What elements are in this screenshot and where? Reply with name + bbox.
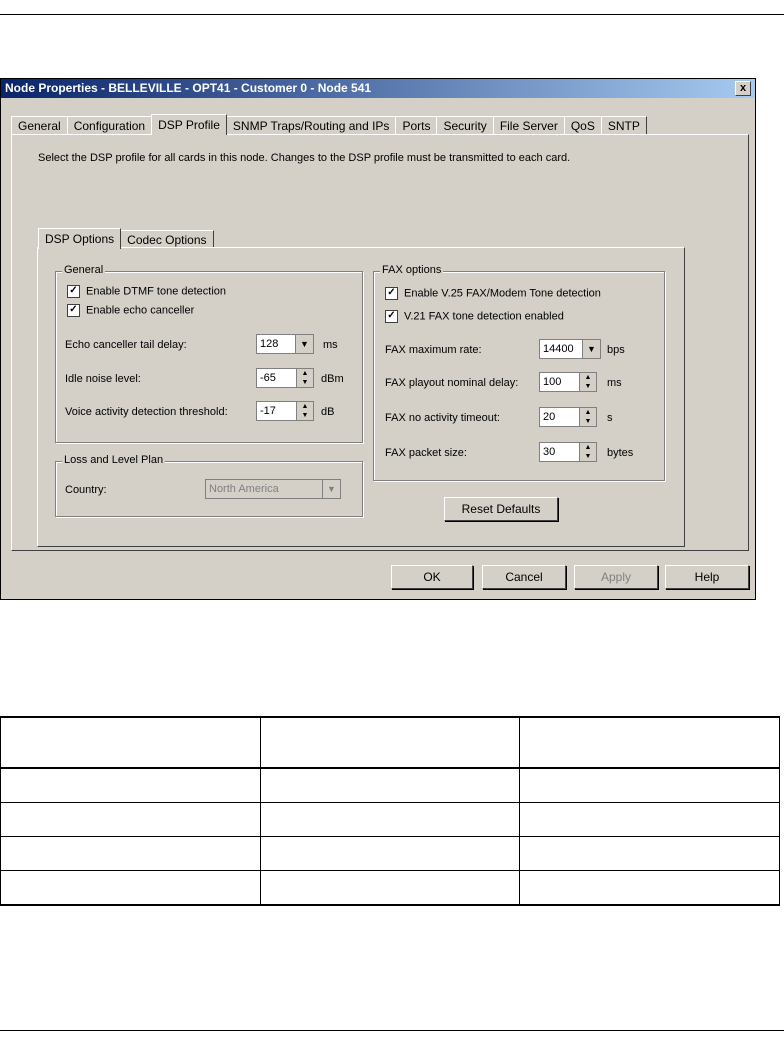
country-label: Country: [65, 484, 107, 496]
ok-button[interactable]: OK [391, 565, 473, 589]
vad-value: -17 [260, 405, 276, 417]
reset-defaults-button[interactable]: Reset Defaults [444, 497, 558, 521]
dtmf-label: Enable DTMF tone detection [86, 285, 227, 298]
fax-playout-spinner[interactable] [539, 372, 597, 392]
table-cell [260, 717, 520, 768]
table-cell [520, 768, 780, 803]
tab-configuration[interactable]: Configuration [67, 116, 152, 134]
title-bar[interactable] [1, 79, 755, 98]
spin-up-icon[interactable]: ▲ [584, 374, 592, 381]
idle-noise-spinner[interactable] [256, 368, 314, 388]
idle-noise-value: -65 [260, 372, 276, 384]
table-row [1, 837, 780, 871]
tail-delay-select[interactable] [256, 334, 314, 354]
subtab-strip [38, 228, 213, 248]
v25-label: Enable V.25 FAX/Modem Tone detection [404, 287, 601, 300]
subtab-dsp-options[interactable]: DSP Options [38, 228, 121, 249]
fax-packet-value: 30 [543, 446, 556, 458]
table-cell [1, 768, 261, 803]
spin-arrows-icon[interactable] [579, 443, 596, 461]
idle-noise-unit: dBm [321, 373, 344, 385]
fax-max-rate-value: 14400 [543, 343, 574, 355]
spin-down-icon[interactable]: ▼ [301, 379, 309, 386]
table-row [1, 768, 780, 803]
country-value: North America [209, 483, 279, 495]
tab-general[interactable]: General [11, 116, 68, 134]
tab-sntp[interactable]: SNTP [601, 116, 647, 134]
table-row [1, 803, 780, 837]
table-cell [1, 803, 261, 837]
table-cell [260, 768, 520, 803]
spin-down-icon[interactable]: ▼ [584, 453, 592, 460]
spin-up-icon[interactable]: ▲ [584, 444, 592, 451]
spin-down-icon[interactable]: ▼ [301, 412, 309, 419]
general-legend: General [64, 264, 104, 276]
table-row [1, 871, 780, 906]
table-cell [520, 803, 780, 837]
v25-row [385, 287, 601, 300]
apply-button[interactable]: Apply [574, 565, 658, 589]
fax-max-rate-label: FAX maximum rate: [385, 344, 482, 356]
echo-row [67, 304, 194, 317]
spin-arrows-icon[interactable] [296, 369, 313, 387]
fax-max-rate-unit: bps [607, 344, 625, 356]
idle-noise-label: Idle noise level: [65, 373, 141, 385]
fax-packet-unit: bytes [607, 447, 634, 459]
cancel-button[interactable]: Cancel [482, 565, 566, 589]
spin-arrows-icon[interactable] [579, 373, 596, 391]
v21-checkbox[interactable]: ✓ [385, 310, 398, 323]
table-cell [520, 871, 780, 906]
chevron-down-icon[interactable]: ▼ [582, 340, 600, 358]
fax-packet-spinner[interactable] [539, 442, 597, 462]
tail-delay-unit: ms [323, 339, 338, 351]
tab-ports[interactable]: Ports [395, 116, 437, 134]
table-cell [260, 837, 520, 871]
tab-qos[interactable]: QoS [564, 116, 602, 134]
v21-row [385, 310, 564, 323]
tab-security[interactable]: Security [436, 116, 493, 134]
table-cell [520, 717, 780, 768]
tab-strip [11, 113, 646, 134]
instruction-text: Select the DSP profile for all cards in this node. Changes to the DSP profile must be transmitted to each card. [38, 152, 571, 164]
vad-label: Voice activity detection threshold: [65, 406, 228, 418]
v21-label: V.21 FAX tone detection enabled [404, 310, 564, 323]
spin-down-icon[interactable]: ▼ [584, 383, 592, 390]
table-cell [1, 717, 261, 768]
spin-up-icon[interactable]: ▲ [301, 403, 309, 410]
help-button[interactable]: Help [665, 565, 749, 589]
country-select[interactable] [205, 479, 341, 499]
table-cell [260, 871, 520, 906]
subtab-codec-options[interactable]: Codec Options [120, 230, 213, 248]
spin-arrows-icon[interactable] [296, 402, 313, 420]
fax-max-rate-select[interactable] [539, 339, 601, 359]
loss-level-legend: Loss and Level Plan [64, 454, 164, 466]
chevron-down-icon[interactable]: ▼ [322, 480, 340, 498]
fax-timeout-unit: s [607, 412, 613, 424]
echo-checkbox[interactable]: ✓ [67, 304, 80, 317]
fax-timeout-label: FAX no activity timeout: [385, 412, 500, 424]
tab-dsp-profile[interactable]: DSP Profile [151, 114, 227, 135]
spin-up-icon[interactable]: ▲ [301, 370, 309, 377]
tab-snmp-traps[interactable]: SNMP Traps/Routing and IPs [226, 116, 397, 134]
fax-playout-value: 100 [543, 376, 562, 388]
empty-table [0, 716, 780, 906]
tail-delay-value: 128 [260, 338, 279, 350]
spin-down-icon[interactable]: ▼ [584, 418, 592, 425]
chevron-down-icon[interactable]: ▼ [295, 335, 313, 353]
table-cell [1, 871, 261, 906]
node-properties-dialog [0, 78, 756, 600]
page-bottom-rule [0, 1030, 784, 1031]
close-icon[interactable]: x [735, 81, 751, 96]
echo-label: Enable echo canceller [86, 304, 195, 317]
spin-arrows-icon[interactable] [579, 408, 596, 426]
vad-unit: dB [321, 406, 335, 418]
table-header-row [1, 717, 780, 768]
fax-playout-label: FAX playout nominal delay: [385, 377, 519, 389]
tab-file-server[interactable]: File Server [493, 116, 565, 134]
fax-playout-unit: ms [607, 377, 622, 389]
fax-timeout-value: 20 [543, 411, 556, 423]
v25-checkbox[interactable]: ✓ [385, 287, 398, 300]
dtmf-checkbox[interactable]: ✓ [67, 285, 80, 298]
tail-delay-label: Echo canceller tail delay: [65, 339, 187, 351]
spin-up-icon[interactable]: ▲ [584, 409, 592, 416]
table-cell [520, 837, 780, 871]
fax-packet-label: FAX packet size: [385, 447, 467, 459]
window-title: Node Properties - BELLEVILLE - OPT41 - Customer 0 - Node 541 [5, 81, 372, 95]
page-top-rule [0, 14, 784, 15]
table-cell [260, 803, 520, 837]
dtmf-row [67, 285, 226, 298]
fax-timeout-spinner[interactable] [539, 407, 597, 427]
table-cell [1, 837, 261, 871]
fax-options-legend: FAX options [382, 264, 442, 276]
vad-spinner[interactable] [256, 401, 314, 421]
